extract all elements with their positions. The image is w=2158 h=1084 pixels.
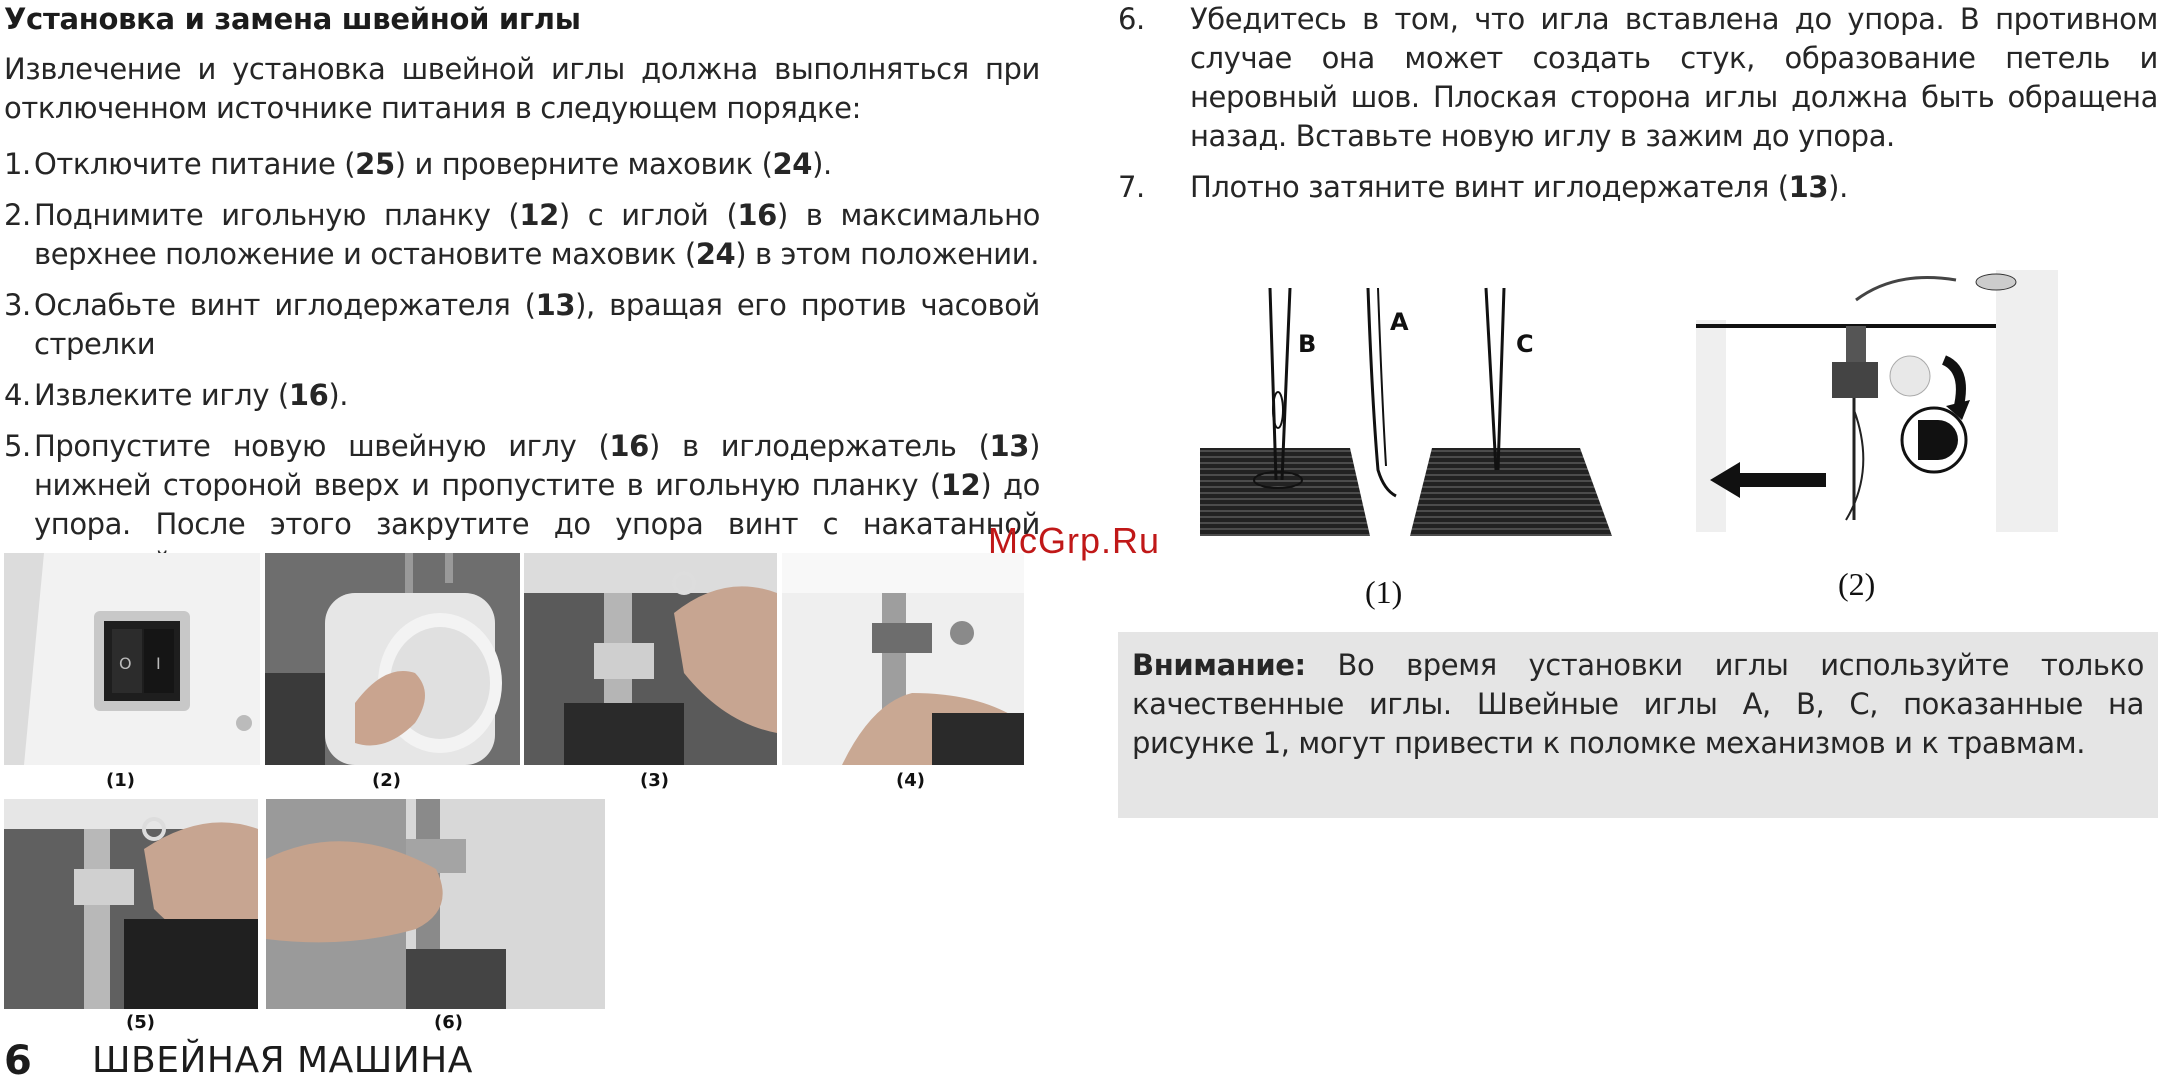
needle-letter-c: C xyxy=(1516,330,1534,358)
step-number: 7. xyxy=(1118,170,1145,204)
part-text: Отключите питание ( xyxy=(34,147,356,181)
step-right-1 xyxy=(1118,0,2158,156)
part-text: ) в иглодержатель ( xyxy=(648,429,990,463)
part-reference-number: 24 xyxy=(772,147,813,181)
step-number: 3. xyxy=(4,288,31,322)
photo-label-2: (2) xyxy=(372,770,401,791)
step-text xyxy=(1190,0,2158,156)
figure-needles-diagram xyxy=(1200,280,1620,542)
photo-6-tighten-screw xyxy=(266,799,605,1009)
step-number: 2. xyxy=(4,198,31,232)
figure-label-2: (2) xyxy=(1838,566,1876,602)
intro-paragraph: Извлечение и установка швейной иглы должна выполняться при отключенном источнике питания в следующем порядке: xyxy=(4,52,1040,125)
part-text: ) в этом положении. xyxy=(735,237,1040,271)
part-reference-number: 12 xyxy=(940,468,981,502)
steps-list-left xyxy=(4,145,1040,595)
needle-letter-a: A xyxy=(1390,308,1409,336)
step-number: 6. xyxy=(1118,2,1145,36)
step-left-3 xyxy=(4,286,1040,364)
part-text: ) и проверните маховик ( xyxy=(394,147,773,181)
photo-label-1: (1) xyxy=(106,770,135,791)
part-text: Ослабьте винт иглодержателя ( xyxy=(34,288,536,322)
part-text: Плотно затяните винт иглодержателя ( xyxy=(1190,170,1789,204)
part-reference-number: 13 xyxy=(1788,170,1829,204)
photo-label-5: (5) xyxy=(126,1012,155,1033)
photo-label-6: (6) xyxy=(434,1012,463,1033)
part-reference-number: 16 xyxy=(737,198,777,232)
part-text: Пропустите новую швейную иглу ( xyxy=(34,429,610,463)
switch-symbol-off: O xyxy=(119,654,132,673)
step-right-2 xyxy=(1118,168,2158,207)
step-number: 4. xyxy=(4,378,31,412)
step-number: 5. xyxy=(4,429,31,463)
step-text xyxy=(34,145,1040,184)
figure-label-1: (1) xyxy=(1365,574,1403,610)
step-text xyxy=(1190,168,2158,207)
step-text xyxy=(34,196,1040,274)
part-text: ) до упора. После этого закрутите до упора винт с накатанной xyxy=(34,468,1040,541)
part-text: Извлеките иглу ( xyxy=(34,378,289,412)
part-reference-number: 13 xyxy=(989,429,1030,463)
photo-1-power-switch xyxy=(4,553,260,765)
steps-list-right xyxy=(1118,0,2158,219)
part-reference-number: 16 xyxy=(288,378,329,412)
step-left-4 xyxy=(4,376,1040,415)
step-number: 1. xyxy=(4,147,31,181)
attention-note xyxy=(1118,632,2158,818)
page-title: Установка и замена швейной иглы xyxy=(4,2,581,36)
step-left-1 xyxy=(4,145,1040,184)
part-text: ), вращая его против часовой стрелки xyxy=(34,288,1040,361)
running-title: ШВЕЙНАЯ МАШИНА xyxy=(92,1040,473,1081)
part-reference-number: 12 xyxy=(519,198,559,232)
step-text xyxy=(34,286,1040,364)
step-text xyxy=(34,376,1040,415)
photo-4-remove-needle xyxy=(782,553,1024,765)
part-text: Убедитесь в том, что игла вставлена до упора. В противном случае она может создать стук, образование петель и неровный шов. Плоская сторона иглы должна быть обращена назад. Вставьте новую иглу в зажим до упора. xyxy=(1190,2,2158,153)
photo-3-loosen-screw xyxy=(524,553,777,765)
part-text: ) в максимально верхнее положение и остановите маховик ( xyxy=(34,198,1040,271)
photo-label-3: (3) xyxy=(640,770,669,791)
part-reference-number: 24 xyxy=(695,237,736,271)
part-text: ) с иглой ( xyxy=(558,198,738,232)
part-text: ) нижней стороной вверх и пропустите в игольную планку ( xyxy=(34,429,1040,502)
photo-label-4: (4) xyxy=(896,770,925,791)
part-text: Поднимите игольную планку ( xyxy=(34,198,520,232)
part-text: ). xyxy=(328,378,349,412)
part-reference-number: 13 xyxy=(535,288,576,322)
part-reference-number: 25 xyxy=(355,147,395,181)
note-text: Во время установки иглы используйте только качественные иглы. Швейные иглы A, B, C, показанные на рисунке 1, могут привести к поломке механизмов и к травмам. xyxy=(1132,648,2144,760)
watermark: McGrp.Ru xyxy=(988,520,1161,561)
figure-needle-clamp-diagram xyxy=(1696,270,2058,532)
needle-letter-b: B xyxy=(1298,330,1317,358)
step-left-2 xyxy=(4,196,1040,274)
part-text: ). xyxy=(1828,170,1848,204)
part-reference-number: 16 xyxy=(609,429,649,463)
photo-5-insert-needle xyxy=(4,799,258,1009)
note-heading: Внимание: xyxy=(1132,648,1306,682)
part-text: ). xyxy=(812,147,832,181)
page-number: 6 xyxy=(4,1038,32,1084)
switch-symbol-on: I xyxy=(156,654,161,673)
photo-2-handwheel xyxy=(265,553,520,765)
